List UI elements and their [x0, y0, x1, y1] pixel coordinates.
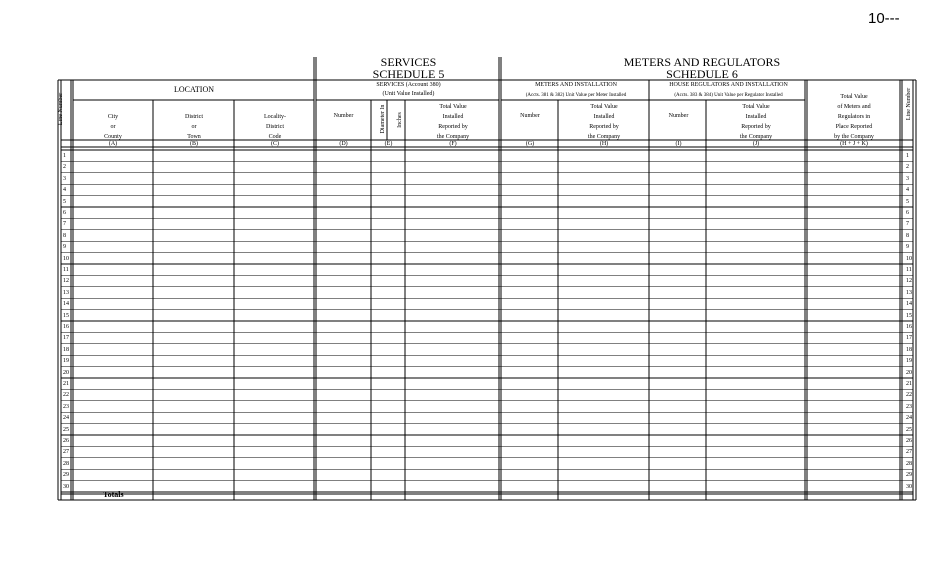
col-c-header [235, 112, 315, 142]
line-number-right-11: 11 [906, 267, 912, 273]
col-k-label-1: Total Value [840, 94, 868, 100]
col-h-label-4: the Company [587, 134, 621, 140]
col-h-label-3: Reported by [589, 124, 619, 130]
col-a-label-3: County [104, 134, 122, 140]
line-number-right-18: 18 [906, 346, 912, 353]
schedule-5-subheading: SCHEDULE 5 [372, 67, 445, 81]
col-d-letter: (D) [339, 141, 348, 147]
line-number-right-4: 4 [906, 187, 909, 194]
col-j-label-2: Installed [745, 114, 767, 120]
col-i-header: Number [668, 113, 689, 119]
col-c-label-1: Locality- [264, 114, 286, 120]
line-number-right-28: 28 [906, 460, 912, 467]
line-number-left-20: 20 [63, 369, 69, 376]
col-b-label-3: Town [187, 134, 201, 140]
col-j-letter: (J) [752, 141, 760, 147]
line-number-left-3: 3 [63, 175, 66, 182]
col-g-letter: (G) [525, 141, 535, 147]
col-f-label-3: Reported by [438, 124, 468, 130]
col-b-label-2: or [191, 124, 197, 130]
line-number-right-23: 23 [906, 403, 912, 410]
line-number-right-10: 10 [906, 255, 912, 262]
col-k-label-5: by the Company [834, 134, 874, 140]
line-number-left-5: 5 [63, 198, 66, 205]
regulators-group-sub: (Accts. 383 & 384) Unit Value per Regulator Installed [674, 93, 783, 98]
totals-label: Totals [103, 490, 124, 499]
col-b-letter: (B) [190, 141, 198, 147]
col-k-label-2: of Meters and [837, 104, 871, 110]
col-c-letter: (C) [271, 141, 279, 147]
line-number-left-28: 28 [63, 460, 69, 467]
line-number-header-right: Line Number [906, 87, 912, 121]
line-number-left-25: 25 [63, 426, 69, 433]
line-number-left-29: 29 [63, 472, 69, 479]
line-number-right-8: 8 [906, 232, 909, 239]
line-number-left-11: 11 [63, 267, 69, 273]
line-number-left-22: 22 [63, 392, 69, 399]
line-number-right-21: 21 [906, 381, 912, 387]
col-f-letter: (F) [449, 141, 457, 147]
line-number-left-7: 7 [63, 221, 66, 228]
line-number-left-27: 27 [63, 449, 69, 456]
line-number-right-27: 27 [906, 449, 912, 456]
line-number-right-1: 1 [906, 153, 909, 159]
line-number-left-10: 10 [63, 255, 69, 262]
col-a-header [73, 112, 153, 142]
col-i-letter: (I) [675, 141, 682, 147]
line-number-left-13: 13 [63, 289, 69, 296]
schedule-5-heading: SERVICES [380, 55, 437, 69]
col-j-label-4: the Company [739, 134, 773, 140]
line-number-left-2: 2 [63, 164, 66, 171]
line-number-right-20: 20 [906, 369, 912, 376]
col-f-label-2: Installed [442, 114, 464, 120]
regulators-group-header: HOUSE REGULATORS AND INSTALLATION [669, 82, 788, 88]
line-number-right-30: 30 [906, 483, 912, 490]
line-number-left-18: 18 [63, 346, 69, 353]
line-number-left-8: 8 [63, 232, 66, 239]
col-h-label-2: Installed [593, 114, 615, 120]
line-number-right-12: 12 [906, 278, 912, 285]
schedule-6-subheading: SCHEDULE 6 [666, 67, 738, 81]
line-number-right-19: 19 [906, 358, 912, 365]
services-group-sub: (Unit Value Installed) [382, 91, 435, 97]
line-number-left-23: 23 [63, 403, 69, 410]
col-f-label-1: Total Value [439, 104, 467, 110]
line-number-right-5: 5 [906, 198, 909, 205]
line-number-right-15: 15 [906, 312, 912, 319]
line-number-left-9: 9 [63, 244, 66, 251]
col-k-label-3: Regulators in [837, 114, 871, 120]
line-number-left-6: 6 [63, 210, 66, 216]
line-number-left-26: 26 [63, 438, 69, 444]
line-number-right-2: 2 [906, 164, 909, 171]
col-e-label-diameter: Diameter In [380, 104, 386, 134]
line-number-left-4: 4 [63, 187, 66, 194]
meters-group-sub: (Accts. 381 & 382) Unit Value per Meter Installed [525, 93, 627, 98]
col-k-header [807, 92, 901, 142]
line-number-right-17: 17 [906, 335, 912, 342]
line-number-right-24: 24 [906, 415, 912, 422]
line-number-right-13: 13 [906, 289, 912, 296]
line-number-left-19: 19 [63, 358, 69, 365]
line-number-right-29: 29 [906, 472, 912, 479]
col-k-label-4: Place Reported [835, 124, 873, 130]
col-k-letter: (H + J + K) [840, 141, 868, 147]
location-header: LOCATION [174, 85, 214, 94]
line-number-left-14: 14 [63, 301, 69, 308]
col-f-label-4: the Company [436, 134, 470, 140]
line-number-right-16: 16 [906, 324, 912, 330]
col-j-label-1: Total Value [742, 104, 770, 110]
line-number-header-left: Line Number [58, 92, 64, 126]
col-a-label-1: City [107, 114, 119, 120]
line-number-left-12: 12 [63, 278, 69, 285]
line-number-left-1: 1 [63, 153, 66, 159]
col-b-label-1: District [185, 114, 203, 120]
col-j-header [706, 102, 806, 142]
col-e-label-inches: Inches [397, 112, 403, 128]
col-a-letter: (A) [108, 141, 118, 147]
col-j-label-3: Reported by [741, 124, 771, 130]
page-number: 10--- [868, 10, 900, 27]
col-b-header [154, 112, 234, 142]
line-number-left-17: 17 [63, 335, 69, 342]
line-number-left-15: 15 [63, 312, 69, 319]
line-number-right-26: 26 [906, 438, 912, 444]
line-number-left-30: 30 [63, 483, 69, 490]
col-c-label-2: District [266, 124, 284, 130]
services-group-header: SERVICES (Account 380) [376, 82, 441, 88]
col-h-header [558, 102, 650, 142]
line-number-right-14: 14 [906, 301, 912, 308]
line-number-right-9: 9 [906, 244, 909, 251]
line-number-left-21: 21 [63, 381, 69, 387]
line-number-right-6: 6 [906, 210, 909, 216]
col-a-label-2: or [110, 124, 116, 130]
line-number-right-3: 3 [906, 175, 909, 182]
line-number-right-25: 25 [906, 426, 912, 433]
col-d-header: Number [333, 113, 354, 119]
col-f-header [405, 102, 501, 142]
col-g-header: Number [520, 113, 540, 119]
line-number-left-24: 24 [63, 415, 69, 422]
col-h-letter: (H) [599, 141, 609, 147]
schedule-6-heading: METERS AND REGULATORS [623, 55, 781, 69]
meters-group-header: METERS AND INSTALLATION [535, 82, 617, 88]
col-e-letter: (E) [384, 141, 393, 147]
col-c-label-3: Code [268, 134, 282, 140]
line-number-right-7: 7 [906, 221, 909, 228]
col-h-label-1: Total Value [590, 104, 618, 110]
line-number-right-22: 22 [906, 392, 912, 399]
line-number-left-16: 16 [63, 324, 69, 330]
